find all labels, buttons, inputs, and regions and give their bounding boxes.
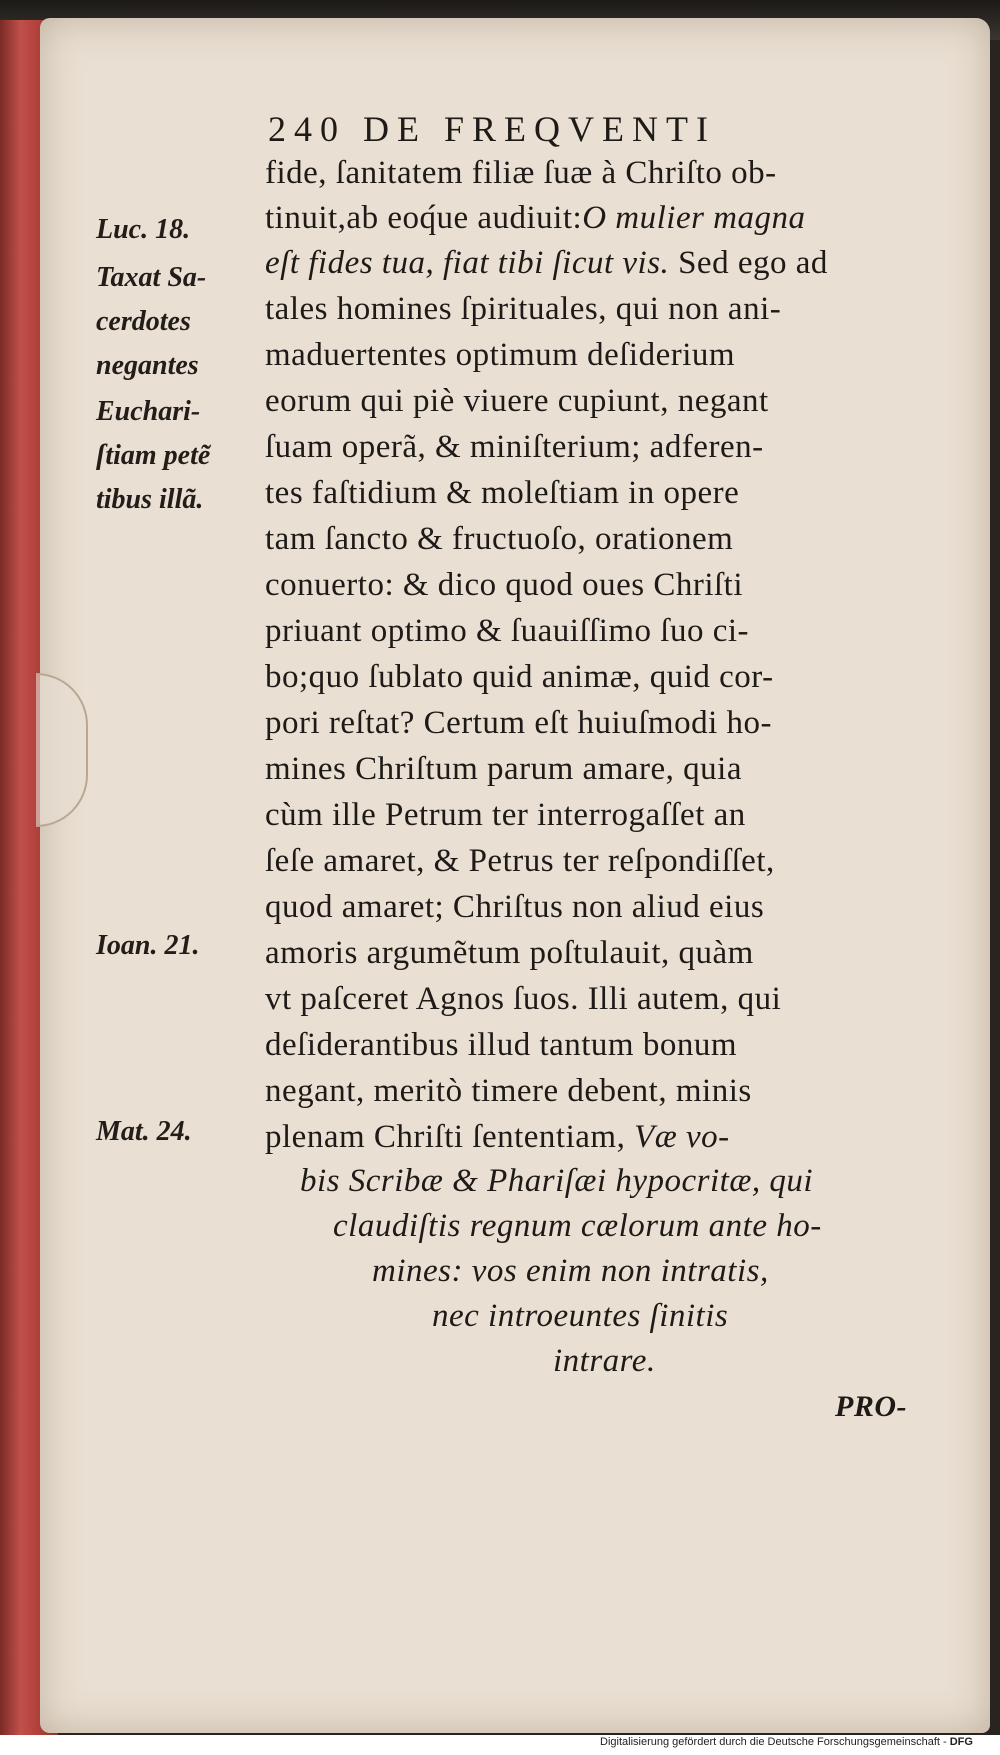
text-line: negant, meritò timere debent, minis [265, 1073, 752, 1109]
text-line: vt paſceret Agnos ſuos. Illi autem, qui [265, 981, 782, 1017]
text-line: plenam Chriſti ſententiam, Væ vo- [265, 1119, 730, 1155]
text-line: tales homines ſpirituales, qui non ani- [265, 291, 782, 327]
margin-note: tibus illã. [96, 484, 204, 515]
quote-line: mines: vos enim non intratis, [372, 1253, 769, 1289]
margin-note: Taxat Sa- [96, 262, 207, 293]
text-line: conuerto: & dico quod oues Chriſti [265, 567, 744, 603]
margin-note: negantes [96, 350, 199, 381]
text-line: eſt fides tua, fiat tibi ſicut vis. Sed ego ad [265, 245, 828, 281]
italic-quote: O mulier magna [582, 200, 806, 236]
margin-note: Euchari- [96, 396, 201, 427]
footer-credit: Digitalisierung gefördert durch die Deutsche Forschungsgemeinschaft - DFG [600, 1736, 973, 1748]
margin-note: Mat. 24. [96, 1116, 192, 1147]
quote-line: bis Scribæ & Phariſæi hypocritæ, qui [300, 1163, 814, 1199]
catchword: PRO- [835, 1390, 907, 1423]
text-line: cùm ille Petrum ter interrogaſſet an [265, 797, 746, 833]
dfg-logo: DFG [949, 1736, 973, 1748]
quote-line: claudiſtis regnum cælorum ante ho- [333, 1208, 822, 1244]
text-line: tes faſtidium & moleſtiam in opere [265, 475, 740, 511]
text-line: fide, ſanitatem filiæ ſuæ à Chriſto ob- [265, 155, 777, 191]
text-line: quod amaret; Chriſtus non aliud eius [265, 889, 765, 925]
margin-note: Luc. 18. [96, 214, 191, 245]
running-header: 240 DE FREQVENTI [268, 109, 716, 149]
quote-line: intrare. [553, 1343, 656, 1379]
margin-note: cerdotes [96, 306, 191, 337]
text-line: deſiderantibus illud tantum bonum [265, 1027, 738, 1063]
text-line: tam ſancto & fructuoſo, orationem [265, 521, 734, 557]
text-line: tinuit,ab eoq́ue audiuit:O mulier magna [265, 200, 806, 236]
text-line: maduertentes optimum deſiderium [265, 337, 736, 373]
margin-note: ſtiam petẽ [96, 440, 211, 471]
text-line: mines Chriſtum parum amare, quia [265, 751, 742, 787]
text-line: bo;quo ſublato quid animæ, quid cor- [265, 659, 774, 695]
text-line: eorum qui piè viuere cupiunt, negant [265, 383, 769, 419]
quote-line: nec introeuntes ſinitis [432, 1298, 729, 1334]
text-line: pori reſtat? Certum eſt huiuſmodi ho- [265, 705, 772, 741]
text-line: amoris argumẽtum poſtulauit, quàm [265, 935, 754, 971]
text-line: priuant optimo & ſuauiſſimo ſuo ci- [265, 613, 750, 649]
bookmark-ribbon [36, 673, 88, 827]
italic-quote: eſt fides tua, fiat tibi ſicut vis. [265, 245, 670, 281]
italic-quote: Væ vo- [634, 1119, 730, 1155]
text-line: ſuam operã, & miniſterium; adferen- [265, 429, 764, 465]
margin-note: Ioan. 21. [96, 930, 200, 961]
text-line: ſeſe amaret, & Petrus ter reſpondiſſet, [265, 843, 775, 879]
